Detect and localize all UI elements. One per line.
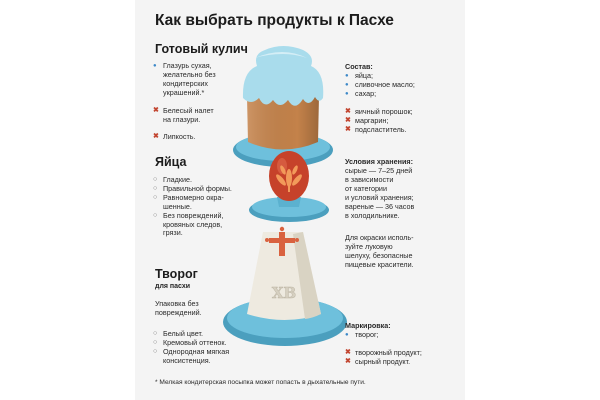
eggs-heading: Яйца <box>155 155 187 169</box>
painted-egg-illustration <box>269 151 309 201</box>
pascha-letters: ХВ <box>271 284 297 302</box>
list-item: ○ Равномерно окра- шенные. <box>153 192 224 211</box>
list-item: ○ Гладкие. <box>153 175 193 184</box>
check-icon: ● <box>345 90 349 97</box>
list-item: ○ Правильной формы. <box>153 183 232 193</box>
cross-icon: ✖ <box>345 107 351 115</box>
marking-list <box>345 331 455 367</box>
kulich-left-list <box>153 62 253 142</box>
list-item: ● Глазурь сухая, желательно без кондитерских украшений.* <box>153 61 216 97</box>
cross-icon: ✖ <box>345 116 351 124</box>
check-icon: ● <box>345 73 349 79</box>
tvorog-heading: Творог <box>155 267 198 281</box>
cross-icon: ✖ <box>153 133 159 141</box>
list-item: ✖ Липкость. <box>153 132 196 142</box>
circle-icon: ○ <box>153 338 158 346</box>
circle-icon: ○ <box>153 184 158 192</box>
page-title: Как выбрать продукты к Пасхе <box>155 12 394 29</box>
packaging-text: Упаковка без повреждений. <box>155 299 202 317</box>
check-icon: ● <box>345 332 349 338</box>
dye-text: Для окраски исполь- зуйте луковую шелуху, безопасные пищевые красители. <box>345 233 414 269</box>
list-item: ● сахар; <box>345 88 377 98</box>
storage-text: сырые — 7–25 дней в зависимости от категории и условий хранения; вареные — 36 часов в холодильнике. <box>345 166 415 220</box>
check-icon: ● <box>345 81 349 88</box>
list-item: ○ Однородная мягкая консистенция. <box>153 346 230 365</box>
cross-icon: ✖ <box>345 348 351 356</box>
list-item: ✖ маргарин; <box>345 115 389 125</box>
cross-icon: ✖ <box>345 357 351 365</box>
marking-label: Маркировка: <box>345 321 391 330</box>
list-item: ✖ яичный порошок; <box>345 106 413 116</box>
circle-icon: ○ <box>153 193 158 201</box>
list-item: ✖ сырный продукт. <box>345 356 411 366</box>
check-icon: ● <box>153 63 157 69</box>
list-item: ● яйца; <box>345 71 374 80</box>
tvorog-list <box>153 330 263 366</box>
footnote: * Мелкая кондитерская посыпка может попасть в дыхательные пути. <box>155 379 366 386</box>
cross-icon: ✖ <box>345 125 351 133</box>
list-item: ● творог; <box>345 330 379 339</box>
composition-list <box>345 72 455 134</box>
list-item: ✖ Белесый налет на глазури. <box>153 105 214 124</box>
storage-label: Условия хранения: <box>345 157 413 166</box>
eggs-list <box>153 176 253 238</box>
kulich-heading: Готовый кулич <box>155 42 248 56</box>
list-item: ✖ творожный продукт; <box>345 347 422 357</box>
cross-icon: ✖ <box>153 106 159 114</box>
composition-label: Состав: <box>345 62 373 71</box>
list-item: ○ Белый цвет. <box>153 329 203 338</box>
pascha-illustration <box>247 227 321 320</box>
list-item: ○ Кремовый оттенок. <box>153 337 227 347</box>
infographic-card <box>135 0 465 400</box>
circle-icon: ○ <box>153 347 158 355</box>
circle-icon: ○ <box>153 330 158 337</box>
circle-icon: ○ <box>153 176 158 183</box>
tvorog-subheading: для пасхи <box>155 283 191 290</box>
kulich-illustration <box>243 46 323 150</box>
list-item: ✖ подсластитель. <box>345 124 407 134</box>
list-item: ○ Без повреждений, кровяных следов, грязи. <box>153 210 224 238</box>
circle-icon: ○ <box>153 211 158 219</box>
list-item: ● сливочное масло; <box>345 79 415 89</box>
